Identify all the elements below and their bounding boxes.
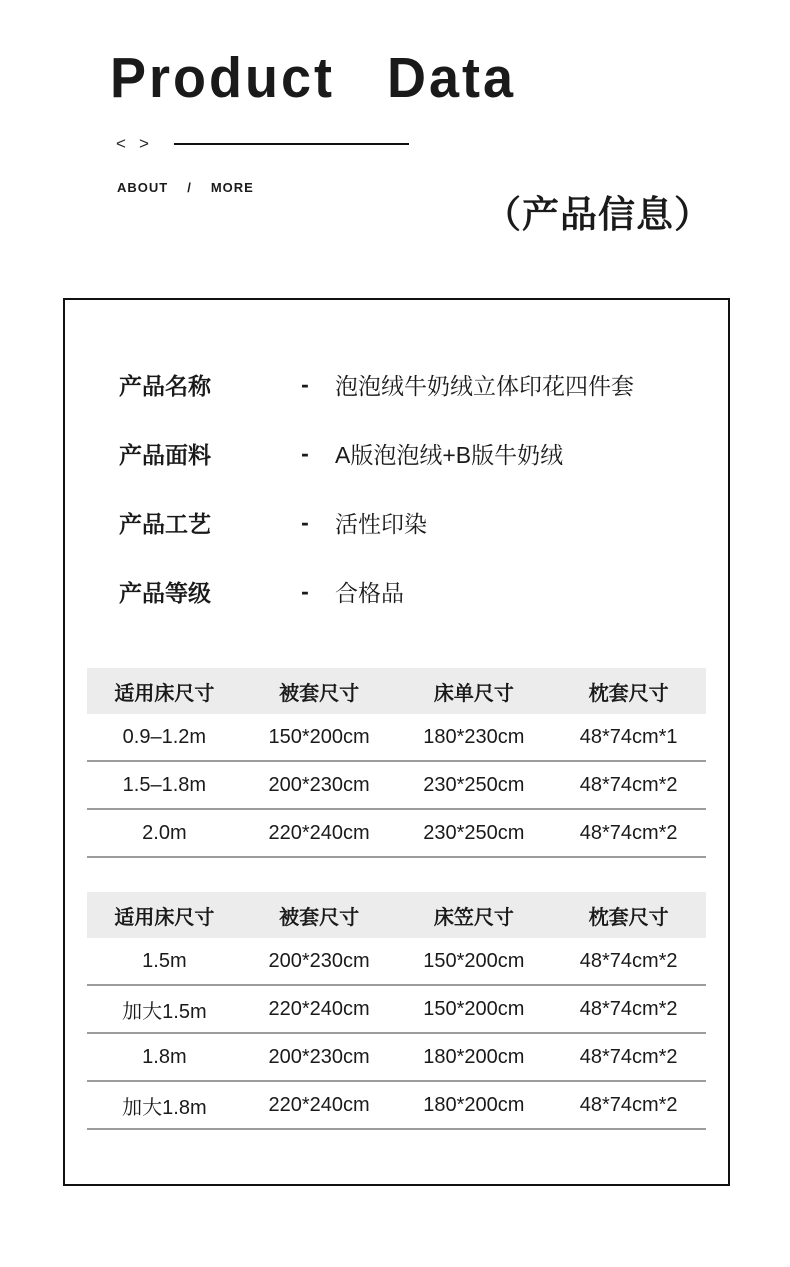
size-table-fitted-sheet — [87, 892, 706, 1130]
table-cell: 48*74cm*2 — [579, 1093, 678, 1116]
table-cell: 1.5–1.8m — [122, 773, 207, 796]
spec-value: A版泡泡绒+B版牛奶绒 — [335, 442, 564, 468]
table-row — [87, 714, 706, 762]
table-row — [87, 986, 706, 1034]
table-cell: 150*200cm — [268, 725, 370, 748]
table-cell: 1.8m — [142, 1045, 187, 1068]
column-header: 床笠尺寸 — [433, 906, 514, 929]
table-cell: 220*240cm — [268, 997, 370, 1020]
table-cell: 2.0m — [142, 821, 187, 844]
table-cell: 48*74cm*2 — [579, 1045, 678, 1068]
spec-list — [65, 300, 728, 626]
product-info-box — [63, 298, 730, 1186]
spec-value: 泡泡绒牛奶绒立体印花四件套 — [335, 373, 634, 399]
spec-row — [119, 488, 728, 557]
table-cell: 230*250cm — [423, 773, 525, 796]
size-table-flat-sheet — [87, 668, 706, 858]
table-cell: 加大1.8m — [122, 1096, 207, 1119]
spec-label: 产品面料 — [119, 442, 211, 468]
breadcrumb-more: MORE — [210, 180, 254, 195]
spec-dash: - — [301, 371, 309, 397]
spec-dash: - — [301, 509, 309, 535]
column-header: 适用床尺寸 — [114, 682, 215, 705]
column-header: 枕套尺寸 — [588, 682, 669, 705]
column-header: 枕套尺寸 — [588, 906, 669, 929]
table-cell: 48*74cm*2 — [579, 949, 678, 972]
table-cell: 加大1.5m — [122, 1000, 207, 1023]
table-cell: 220*240cm — [268, 821, 370, 844]
table-cell: 230*250cm — [423, 821, 525, 844]
page-title: Product Data — [110, 47, 517, 110]
divider-line — [174, 143, 409, 145]
spec-dash: - — [301, 440, 309, 466]
table-cell: 180*200cm — [423, 1045, 525, 1068]
table-row — [87, 1034, 706, 1082]
section-title: （产品信息） — [484, 194, 712, 235]
table-cell: 150*200cm — [423, 997, 525, 1020]
column-header: 床单尺寸 — [433, 682, 514, 705]
spec-value: 活性印染 — [335, 511, 427, 537]
table-cell: 0.9–1.2m — [122, 725, 207, 748]
spec-row — [119, 419, 728, 488]
table-cell: 48*74cm*2 — [579, 821, 678, 844]
spec-value: 合格品 — [335, 580, 404, 606]
spec-dash: - — [301, 578, 309, 604]
spec-row — [119, 557, 728, 626]
next-arrow-icon[interactable]: > — [138, 134, 149, 153]
table-cell: 200*230cm — [268, 949, 370, 972]
spec-label: 产品工艺 — [119, 511, 211, 537]
breadcrumb-about: ABOUT — [117, 180, 169, 195]
table-cell: 1.5m — [142, 949, 187, 972]
table-cell: 48*74cm*2 — [579, 997, 678, 1020]
table-row — [87, 938, 706, 986]
table-header-row — [87, 668, 706, 714]
column-header: 适用床尺寸 — [114, 906, 215, 929]
breadcrumb-separator: / — [187, 180, 192, 195]
prev-arrow-icon[interactable]: < — [116, 134, 126, 153]
nav-arrows — [116, 134, 409, 154]
table-row — [87, 762, 706, 810]
table-cell: 48*74cm*1 — [579, 725, 678, 748]
table-header-row — [87, 892, 706, 938]
table-row — [87, 1082, 706, 1130]
spec-label: 产品等级 — [119, 580, 211, 606]
column-header: 被套尺寸 — [279, 682, 360, 705]
table-cell: 200*230cm — [268, 1045, 370, 1068]
table-cell: 150*200cm — [423, 949, 525, 972]
breadcrumb — [117, 180, 254, 195]
table-cell: 220*240cm — [268, 1093, 370, 1116]
table-row — [87, 810, 706, 858]
table-cell: 200*230cm — [268, 773, 370, 796]
table-cell: 180*200cm — [423, 1093, 525, 1116]
column-header: 被套尺寸 — [279, 906, 360, 929]
table-cell: 180*230cm — [423, 725, 525, 748]
table-cell: 48*74cm*2 — [579, 773, 678, 796]
spec-label: 产品名称 — [119, 373, 211, 399]
spec-row — [119, 350, 728, 419]
